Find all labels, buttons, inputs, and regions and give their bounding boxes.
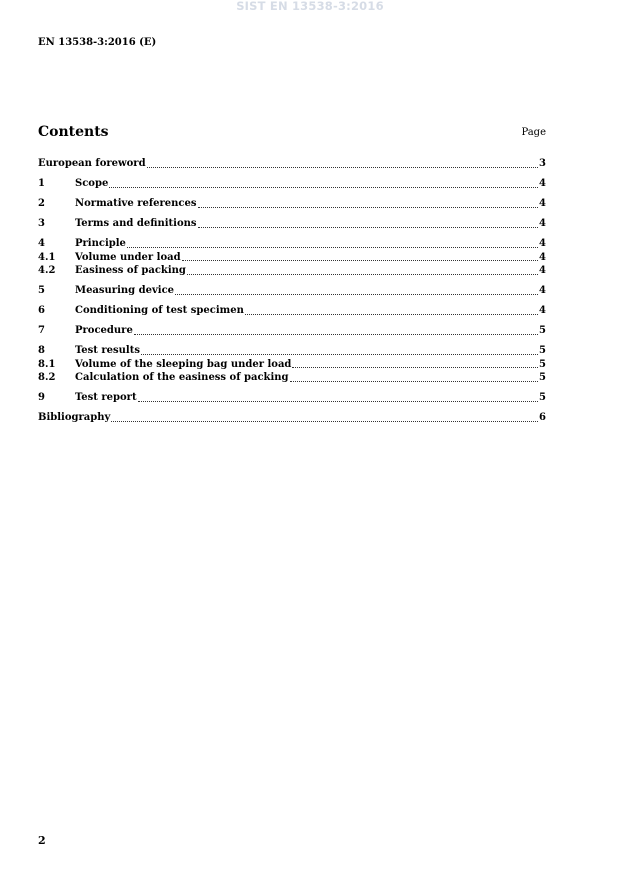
toc-entry-title: European foreword	[38, 158, 146, 169]
toc-leader	[245, 314, 538, 315]
toc-entry[interactable]	[38, 344, 546, 358]
toc-leader	[111, 421, 538, 422]
toc-leader	[127, 247, 538, 248]
toc-entry[interactable]	[38, 411, 546, 425]
table-of-contents	[38, 157, 546, 425]
toc-entry[interactable]	[38, 197, 546, 211]
toc-entry-number: 1	[38, 178, 45, 189]
toc-entry-page: 4	[539, 178, 546, 189]
toc-entry[interactable]	[38, 358, 546, 372]
toc-entry[interactable]	[38, 391, 546, 405]
toc-entry-page: 5	[539, 358, 546, 370]
toc-entry-number: 8	[38, 345, 45, 356]
toc-entry-number: 3	[38, 218, 45, 229]
page-number: 2	[38, 834, 46, 847]
toc-entry[interactable]	[38, 371, 546, 385]
toc-entry-title: Conditioning of test specimen	[75, 305, 244, 316]
toc-entry-page: 4	[539, 251, 546, 263]
toc-entry-number: 4.2	[38, 265, 56, 276]
toc-leader	[134, 334, 538, 335]
toc-leader	[109, 187, 538, 188]
toc-leader	[141, 354, 538, 355]
toc-entry-page: 5	[539, 325, 546, 336]
toc-entry-title: Test report	[75, 392, 137, 403]
toc-entry-number: 8.1	[38, 358, 56, 370]
toc-entry-title: Terms and definitions	[75, 218, 197, 229]
document-id: EN 13538-3:2016 (E)	[38, 37, 157, 48]
toc-entry-page: 4	[539, 218, 546, 229]
toc-entry-title: Calculation of the easiness of packing	[75, 372, 289, 383]
toc-entry-page: 4	[539, 285, 546, 296]
toc-entry[interactable]	[38, 217, 546, 231]
watermark: SIST EN 13538-3:2016	[236, 0, 384, 13]
toc-entry-number: 6	[38, 305, 45, 316]
toc-entry-title: Volume of the sleeping bag under load	[75, 358, 292, 370]
toc-entry-title: Principle	[75, 238, 126, 249]
toc-entry-page: 5	[539, 372, 546, 383]
toc-entry[interactable]	[38, 324, 546, 338]
toc-entry-number: 7	[38, 325, 45, 336]
toc-entry-number: 8.2	[38, 372, 56, 383]
toc-entry[interactable]	[38, 284, 546, 298]
toc-entry-title: Procedure	[75, 325, 133, 336]
toc-entry-page: 4	[539, 265, 546, 276]
toc-entry-title: Easiness of packing	[75, 265, 186, 276]
toc-entry-page: 4	[539, 198, 546, 209]
toc-entry-title: Test results	[75, 345, 140, 356]
toc-entry-number: 5	[38, 285, 45, 296]
toc-entry-number: 4.1	[38, 251, 56, 263]
toc-entry-page: 4	[539, 238, 546, 249]
toc-entry-title: Bibliography	[38, 412, 111, 423]
toc-entry-page: 4	[539, 305, 546, 316]
contents-title: Contents	[38, 124, 109, 140]
page-column-heading: Page	[521, 127, 546, 138]
toc-entry-title: Measuring device	[75, 285, 175, 296]
toc-leader	[147, 167, 538, 168]
toc-leader	[292, 367, 538, 368]
toc-leader	[198, 207, 539, 208]
toc-entry-title: Scope	[75, 178, 109, 189]
toc-entry[interactable]	[38, 177, 546, 191]
toc-leader	[187, 274, 538, 275]
toc-entry-page: 3	[539, 158, 546, 169]
toc-entry-number: 4	[38, 238, 45, 249]
toc-entry[interactable]	[38, 251, 546, 265]
toc-entry[interactable]	[38, 264, 546, 278]
toc-entry-number: 9	[38, 392, 45, 403]
toc-entry[interactable]	[38, 304, 546, 318]
toc-entry-page: 5	[539, 392, 546, 403]
toc-entry-number: 2	[38, 198, 45, 209]
toc-entry-title: Normative references	[75, 198, 197, 209]
toc-leader	[198, 227, 539, 228]
toc-entry-title: Volume under load	[75, 251, 181, 263]
toc-entry-page: 5	[539, 345, 546, 356]
toc-leader	[290, 381, 538, 382]
toc-leader	[138, 401, 538, 402]
toc-entry[interactable]	[38, 157, 546, 171]
toc-entry[interactable]	[38, 237, 546, 251]
toc-leader	[175, 294, 538, 295]
toc-entry-page: 6	[539, 412, 546, 423]
toc-leader	[182, 260, 538, 261]
